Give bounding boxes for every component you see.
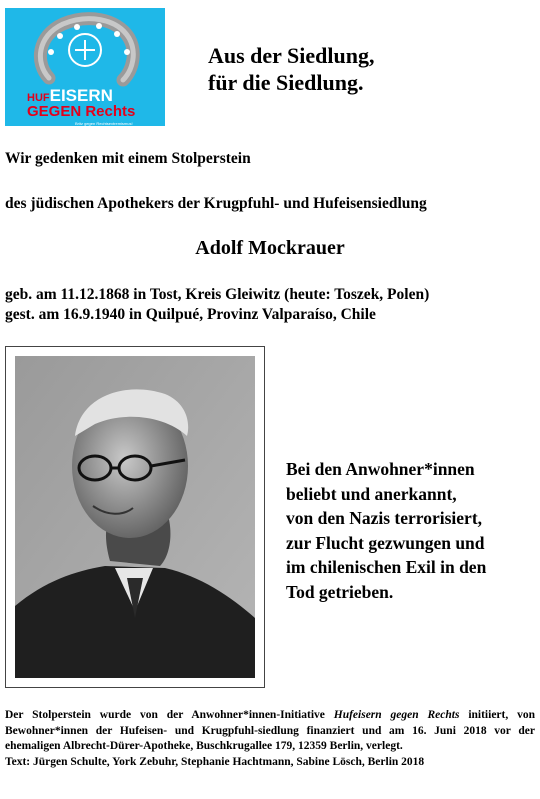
birth-line: geb. am 11.12.1868 in Tost, Kreis Gleiwitz (heute: Toszek, Polen) <box>5 286 430 303</box>
motto-line-1: Aus der Siedlung, <box>208 43 375 68</box>
intro-line-2: des jüdischen Apothekers der Krugpfuhl- und Hufeisensiedlung <box>5 195 427 212</box>
quote-line: zur Flucht gezwungen und <box>286 532 485 553</box>
quote-line: beliebt und anerkannt, <box>286 483 457 504</box>
initiative-logo <box>5 8 165 126</box>
person-name: Adolf Mockrauer <box>195 237 345 259</box>
portrait-image <box>15 356 255 678</box>
quote-line: im chilenischen Exil in den <box>286 557 487 577</box>
death-line: gest. am 16.9.1940 in Quilpué, Provinz Valparaíso, Chile <box>5 306 376 323</box>
footer-paragraph: Der Stolperstein wurde von der Anwohner*innen-Initiative Hufeisern gegen Rechts initiiert, von Bewohner*innen der Hufeisen- und Krugpfuhl-siedlung finanziert und am 16. Juni 2018 vor der ehemaligen Albrecht-Dürer-Apotheke, Buschkrugallee 179, 12359 Berlin, verlegt. <box>5 709 535 752</box>
footer-credits: Text: Jürgen Schulte, York Zebuhr, Stephanie Hachtmann, Sabine Lösch, Berlin 2018 <box>5 755 425 768</box>
quote-line: Bei den Anwohner*innen <box>286 459 475 479</box>
portrait-photo <box>5 346 265 688</box>
initiative-name: Hufeisern gegen Rechts <box>333 709 460 721</box>
motto <box>208 42 374 96</box>
logo-tagline: Britz gegen Rechtsextremismus! <box>75 121 133 126</box>
intro-line-1: Wir gedenken mit einem Stolperstein <box>5 150 251 167</box>
quote-text <box>286 457 486 604</box>
logo-word-gegen-rechts: GEGEN Rechts <box>27 103 136 120</box>
motto-line-2: für die Siedlung. <box>208 70 364 95</box>
quote-line: Tod getrieben. <box>286 581 394 602</box>
logo-word-hufeisern: HUFEISERN <box>27 86 113 105</box>
quote-line: von den Nazis terrorisiert, <box>286 508 483 528</box>
footer-note <box>5 708 535 770</box>
